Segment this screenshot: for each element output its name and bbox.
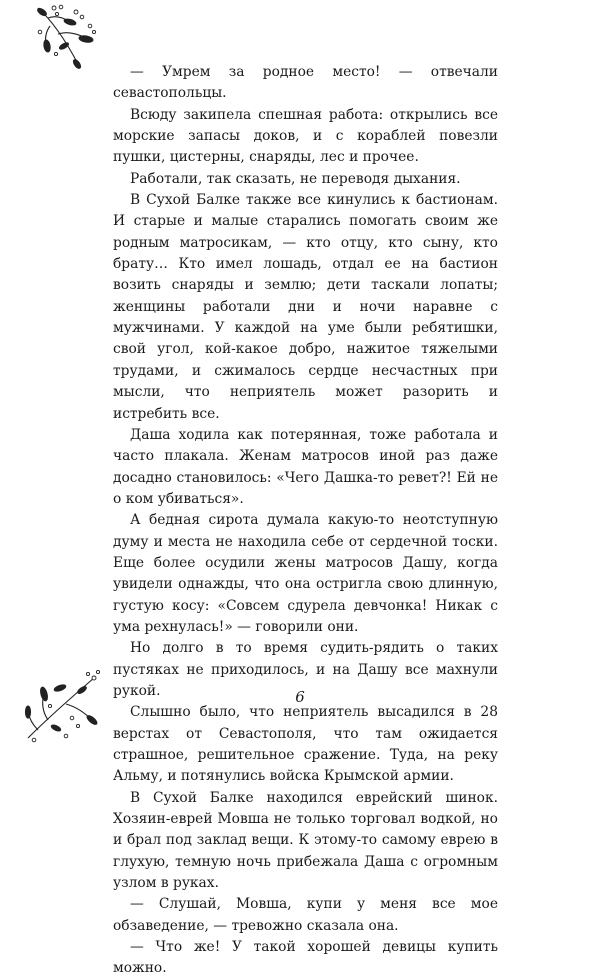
- paragraph: — Что же! У такой хорошей девицы купить можно.: [113, 939, 498, 977]
- paragraph: Даша ходила как потерянная, тоже работала и часто плакала. Женам матросов иной раз даже досадно становилось: «Чего Дашка-то ревет?! Ей не о ком убиваться».: [113, 426, 498, 507]
- paragraph: Работали, так сказать, не переводя дыхания.: [130, 170, 461, 187]
- paragraph: Всюду закипела спешная работа: открылись все морские запасы доков, и с кораблей повезли пушки, цистерны, снаряды, лес и прочее.: [113, 106, 498, 166]
- paragraph: В Сухой Балке также все кинулись к бастионам. И старые и малые старались помогать своим же родным матросикам, — кто отцу, кто сыну, кто брату… Кто имел лошадь, отдал ее на бастион возить снаряды и землю; дети таскали лопаты; женщины работали дни и ночи наравне с мужчинами. У каждой на уме были ребятишки, свой угол, кой-какое добро, нажитое тяжелыми трудами, и сжималось сердце несчастных при мысли, что неприятель может разорить и истребить все.: [113, 192, 498, 422]
- paragraph: — Слушай, Мовша, купи у меня все мое обзаведение, — тревожно сказала она.: [113, 896, 498, 934]
- text-block: [113, 62, 498, 980]
- paragraph: Слышно было, что неприятель высадился в 28 верстах от Севастополя, что там ожидается страшное, решительное сражение. Туда, на реку Альму, и потянулись войска Крымской армии.: [113, 704, 498, 785]
- floral-ornament-top-icon: [30, 2, 102, 74]
- page-number: 6: [295, 688, 305, 706]
- floral-ornament-bottom-icon: [22, 668, 102, 746]
- paragraph: — Умрем за родное место! — отвечали севастопольцы.: [113, 64, 498, 102]
- paragraph: Но долго в то время судить-рядить о таких пустяках не приходилось, и на Дашу все махнули рукой.: [113, 640, 498, 699]
- paragraph: А бедная сирота думала какую-то неотступную думу и места не находила себе от сердечной тоски. Еще более осудили жены матросов Дашу, когда увидели однажды, что она остригла свою длинную, густую косу: «Совсем сдурела девчонка! Никак с ума рехнулась!» — говорили они.: [113, 512, 498, 635]
- paragraph: В Сухой Балке находился еврейский шинок. Хозяин-еврей Мовша не только торговал водкой, но и брал под заклад вещи. К этому-то самому еврею в глухую, темную ночь прибежала Даша с огромным узлом в руках.: [113, 789, 498, 892]
